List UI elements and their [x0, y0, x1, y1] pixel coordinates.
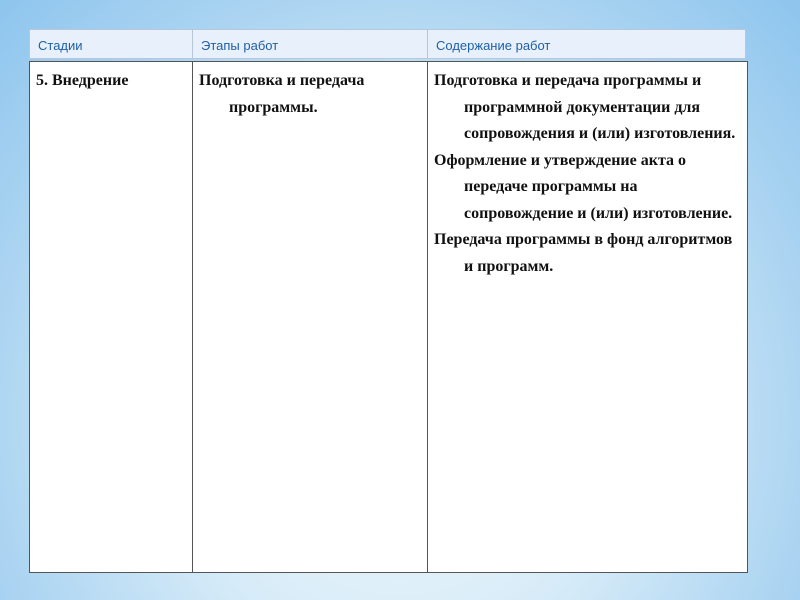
- content-paragraph-1: Подготовка и передача программы и программной документации для сопровождения и (или) изготовления.: [434, 72, 736, 142]
- header-cell-work-content: Содержание работ: [436, 38, 551, 53]
- stage-text: 5. Внедрение: [36, 72, 129, 89]
- cell-content: [428, 62, 747, 572]
- header-cell-stages: Стадии: [30, 30, 193, 58]
- header-cell-work-steps: Этапы работ: [193, 30, 428, 58]
- table-header-row: [29, 29, 746, 59]
- cell-step: [193, 62, 428, 572]
- cell-stage: [30, 62, 193, 572]
- content-paragraph-3: Передача программы в фонд алгоритмов и программ.: [434, 231, 733, 275]
- step-text: Подготовка и передача программы.: [199, 72, 365, 116]
- content-paragraph-2: Оформление и утверждение акта о передаче программы на сопровождение и (или) изготовление.: [434, 151, 733, 222]
- table-body-row: [29, 61, 748, 573]
